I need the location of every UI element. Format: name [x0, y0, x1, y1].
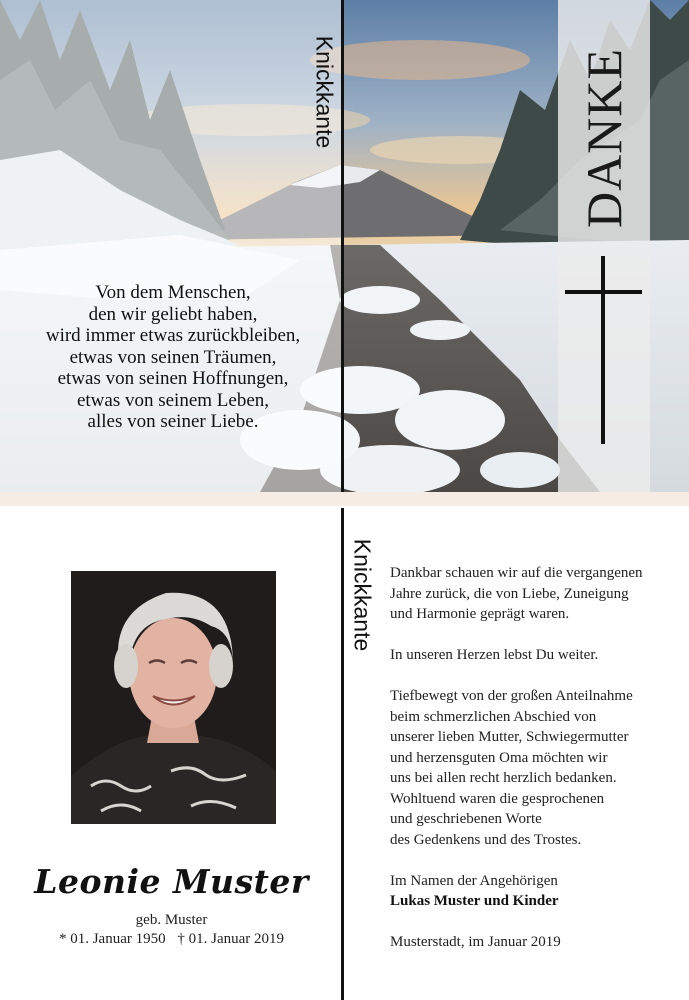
fold-label-text: Knickkante — [311, 35, 338, 149]
fold-label-text: Knickkante — [349, 538, 376, 652]
thank-you-text — [390, 563, 680, 953]
text-line: Dankbar schauen wir auf die vergangenen — [390, 565, 643, 581]
fold-line-top — [341, 0, 344, 492]
text-line: Jahre zurück, die von Liebe, Zuneigung — [390, 585, 629, 602]
poem-line: etwas von seinem Leben, — [76, 389, 270, 411]
paragraph-gap — [390, 666, 680, 687]
text-line: unserer lieben Mutter, Schwiegermutter — [390, 729, 629, 745]
cross-icon-bar — [565, 290, 642, 294]
signoff-names — [390, 891, 680, 912]
text-line: und Harmonie geprägt waren. — [390, 606, 570, 622]
poem-line: den wir geliebt haben, — [88, 303, 258, 325]
divider-strip — [0, 492, 689, 506]
text-line: und herzensguten Oma möchten wir — [390, 749, 608, 766]
birth-name: geb. Muster — [135, 912, 208, 928]
poem — [18, 282, 328, 433]
poem-line: etwas von seinen Hoffnungen, — [57, 368, 289, 389]
text-line: des Gedenkens und des Trostes. — [390, 831, 582, 848]
fold-label — [306, 22, 342, 162]
text-line: Wohltuend waren die gesprochenen — [390, 790, 605, 807]
danke-title — [574, 38, 634, 238]
poem-line: etwas von seinen Träumen, — [69, 346, 277, 368]
poem-line: Von dem Menschen, — [95, 282, 251, 303]
danke-title-text: DANKE — [576, 48, 632, 228]
text-line: beim schmerzlichen Abschied von — [390, 708, 597, 725]
paragraph-gap — [390, 850, 680, 871]
life-dates — [0, 931, 343, 948]
deceased-name: Leonie Muster — [34, 862, 309, 901]
text-line: In unseren Herzen lebst Du weiter. — [390, 647, 599, 663]
text-line: uns bei allen recht herzlich bedanken. — [390, 770, 617, 786]
place-date: Musterstadt, im Januar 2019 — [390, 934, 561, 950]
text-line: Tiefbewegt von der großen Anteilnahme — [390, 688, 633, 704]
cross-icon — [601, 256, 605, 444]
death-date: † 01. Januar 2019 — [177, 931, 285, 947]
poem-line: wird immer etwas zurückbleiben, — [45, 325, 301, 346]
birth-date: * 01. Januar 1950 — [58, 931, 166, 947]
fold-label — [344, 520, 380, 670]
text-line: und geschriebenen Worte — [390, 811, 542, 827]
paragraph-gap — [390, 625, 680, 646]
portrait-illustration — [71, 571, 276, 824]
paragraph-gap — [390, 912, 680, 933]
poem-line: alles von seiner Liebe. — [87, 411, 259, 432]
signoff-intro: Im Namen der Angehörigen — [390, 872, 558, 889]
outer-cover — [0, 0, 689, 492]
signoff-names-text: Lukas Muster und Kinder — [390, 893, 559, 909]
portrait-photo — [71, 571, 276, 824]
